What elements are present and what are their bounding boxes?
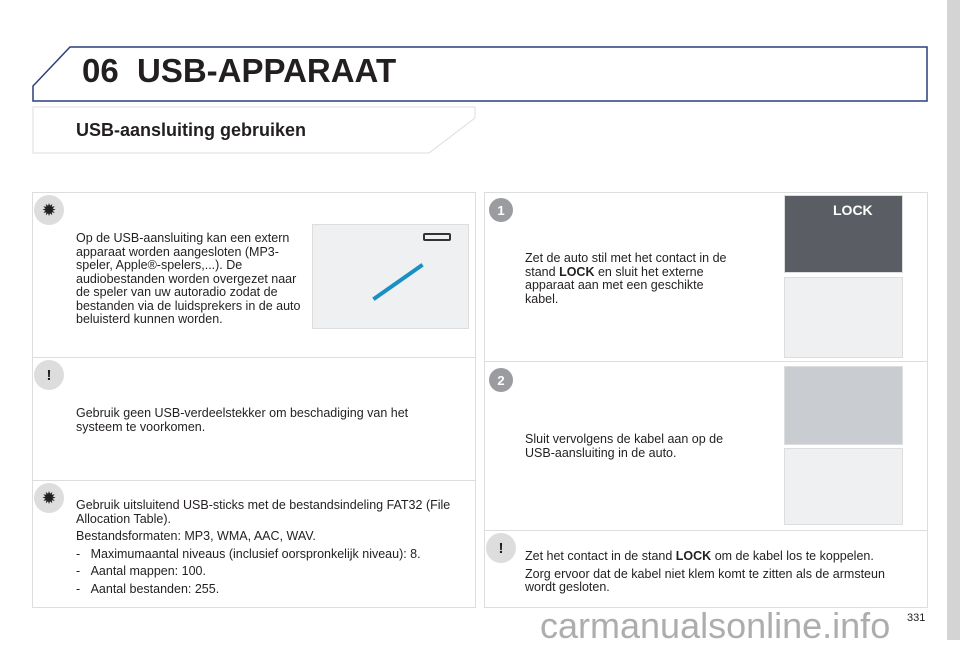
warn-line-1: [525, 550, 915, 564]
list-item: - Aantal mappen: 100.: [76, 564, 206, 578]
section-title: USB-aansluiting gebruiken: [76, 120, 307, 140]
fat32-text: Gebruik uitsluitend USB-sticks met de bestandsindeling FAT32 (File Allocation Table).: [76, 498, 451, 526]
list-item-text: Aantal mappen: 100.: [90, 564, 206, 578]
formats-text: Bestandsformaten: MP3, WMA, AAC, WAV.: [76, 529, 316, 543]
chapter-number: 06: [82, 52, 119, 89]
text: en sluit het externe apparaat aan met een geschikte kabel.: [525, 264, 704, 306]
warning-right-text: [525, 550, 915, 599]
step-2-text: Sluit vervolgens de kabel aan op de USB-aansluiting in de auto.: [525, 432, 724, 460]
page-number: 331: [907, 612, 926, 624]
text: Zet de auto stil met het contact in de stand: [525, 251, 727, 279]
step-2-badge: 2: [489, 368, 513, 392]
formats-info: [76, 499, 456, 600]
list-item-text: Aantal bestanden: 255.: [90, 581, 220, 596]
lightbulb-icon: ✹: [34, 483, 64, 513]
tip-text: Op de USB-aansluiting kan een extern apparaat worden aangesloten (MP3-speler, Apple®-spelers,...). De audiobestanden worden overgezet naar de speler van uw autoradio zodat de bestanden via de luidsprekers in de auto beluisterd kunnen worden.: [76, 231, 301, 326]
lock-bold: LOCK: [675, 549, 712, 563]
text: Zet het contact in de stand: [525, 549, 676, 563]
list-item: - Aantal bestanden: 255.: [76, 581, 220, 596]
cable-illustration: [784, 277, 903, 358]
step-1-text: [525, 252, 735, 306]
usb-icon: [423, 233, 451, 241]
usb-port-illustration: [312, 224, 469, 329]
scrollbar[interactable]: [947, 0, 960, 640]
text: om de kabel los te koppelen.: [711, 549, 874, 563]
exclamation-icon: !: [486, 533, 516, 563]
pointer-line: [372, 263, 423, 301]
usb-connection-illustration: [784, 448, 903, 525]
lightbulb-icon: ✹: [34, 195, 64, 225]
armrest-illustration: [784, 366, 903, 445]
watermark: carmanualsonline.info: [540, 605, 891, 646]
step-1-badge: 1: [489, 198, 513, 222]
list-item: - Maximumaantal niveaus (inclusief oorspronkelijk niveau): 8.: [76, 546, 421, 561]
key-lock-illustration: [784, 195, 903, 273]
list-item-text: Maximumaantal niveaus (inclusief oorspronkelijk niveau): 8.: [90, 546, 421, 561]
warning-text: Gebruik geen USB-verdeelstekker om beschadiging van het systeem te voorkomen.: [76, 406, 409, 434]
warn-line-2: Zorg ervoor dat de kabel niet klem komt te zitten als de armsteun wordt gesloten.: [525, 566, 885, 594]
lock-bold: LOCK: [559, 264, 595, 279]
lock-label: LOCK: [833, 202, 873, 218]
exclamation-icon: !: [34, 360, 64, 390]
chapter-title: USB-APPARAAT: [137, 52, 397, 89]
